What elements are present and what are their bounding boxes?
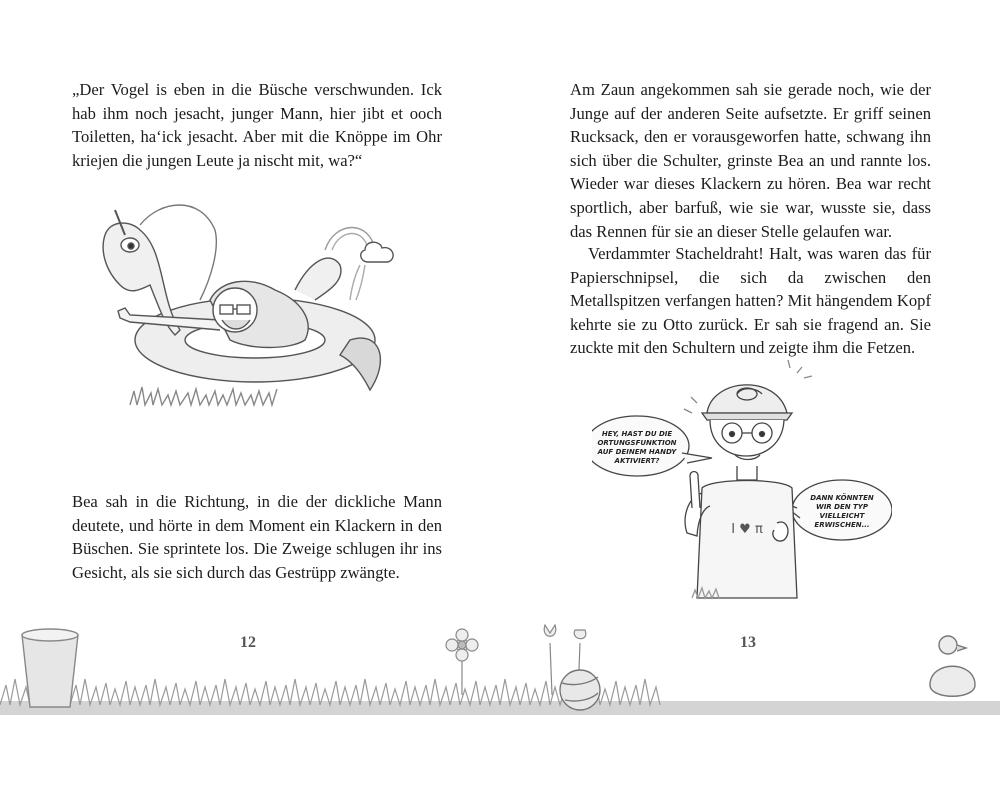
right-paragraph-1 bbox=[570, 78, 931, 243]
left-paragraph-2-text: Bea sah in die Richtung, in die der dickliche Mann deutete, und hörte in dem Moment ein Klackern in den Büschen. Sie sprintete los. Die Zweige schlugen ihr ins Gesicht, als sie sich durch das Gestrüpp zwängte. bbox=[72, 492, 442, 582]
bubble-right-line-2: WIR DEN TYP bbox=[815, 503, 869, 511]
bubble-left-line-2: ORTUNGSFUNKTION bbox=[597, 439, 677, 447]
ball-icon bbox=[560, 670, 600, 710]
bubble-right-line-4: ERWISCHEN... bbox=[814, 521, 870, 529]
page-number-left: 12 bbox=[240, 634, 256, 651]
grass-footer-decoration bbox=[0, 615, 1000, 725]
bubble-left-line-4: AKTIVIERT? bbox=[614, 457, 660, 465]
bubble-right-line-1: DANN KÖNNTEN bbox=[810, 494, 874, 502]
right-paragraph-2 bbox=[570, 242, 931, 360]
bubble-left-line-1: HEY, HAST DU DIE bbox=[601, 430, 673, 438]
cup-icon bbox=[22, 629, 78, 707]
shirt-print: I ♥ π bbox=[731, 522, 763, 537]
bubble-right-line-3: VIELLEICHT bbox=[819, 512, 865, 520]
page-number-right: 13 bbox=[740, 634, 756, 651]
left-paragraph-1 bbox=[72, 78, 442, 172]
duck-icon bbox=[930, 636, 975, 696]
right-paragraph-2-text: Verdammter Stacheldraht! Halt, was waren das für Papierschnipsel, die sich da zwischen den Metallspitzen verfangen hatten? Mit hängendem Kopf kehrte sie zu Otto zurück. Er sah sie fragend an. Sie zuckte mit den Schultern und zeigte ihm die Fetzen. bbox=[570, 244, 931, 358]
unicorn-float-illustration bbox=[70, 190, 420, 430]
flower-icon bbox=[446, 629, 478, 695]
left-paragraph-2 bbox=[72, 490, 442, 584]
bubble-left-line-3: AUF DEINEM HANDY bbox=[597, 448, 677, 456]
left-paragraph-1-text: „Der Vogel is eben in die Büsche verschwunden. Ick hab ihm noch jesacht, junger Mann, hier jibt et ooch Toiletten, ha‘ick jesacht. Aber mit die Knöppe im Ohr kriejen die jungen Leute ja nischt mit, wa?“ bbox=[72, 80, 442, 170]
right-paragraph-1-text: Am Zaun angekommen sah sie gerade noch, wie der Junge auf der anderen Seite aufsetzte. Er griff seinen Rucksack, den er vorausgeworfen hatte, schwang ihn sich über die Schulter, grinste Bea an und rannte los. Wieder war dieses Klackern zu hören. Bea war recht sportlich, aber barfuß, wie sie war, wusste sie, dass das Rennen für sie an dieser Stelle gelaufen war. bbox=[570, 80, 931, 241]
boy-with-speech-bubbles-illustration bbox=[592, 358, 892, 608]
